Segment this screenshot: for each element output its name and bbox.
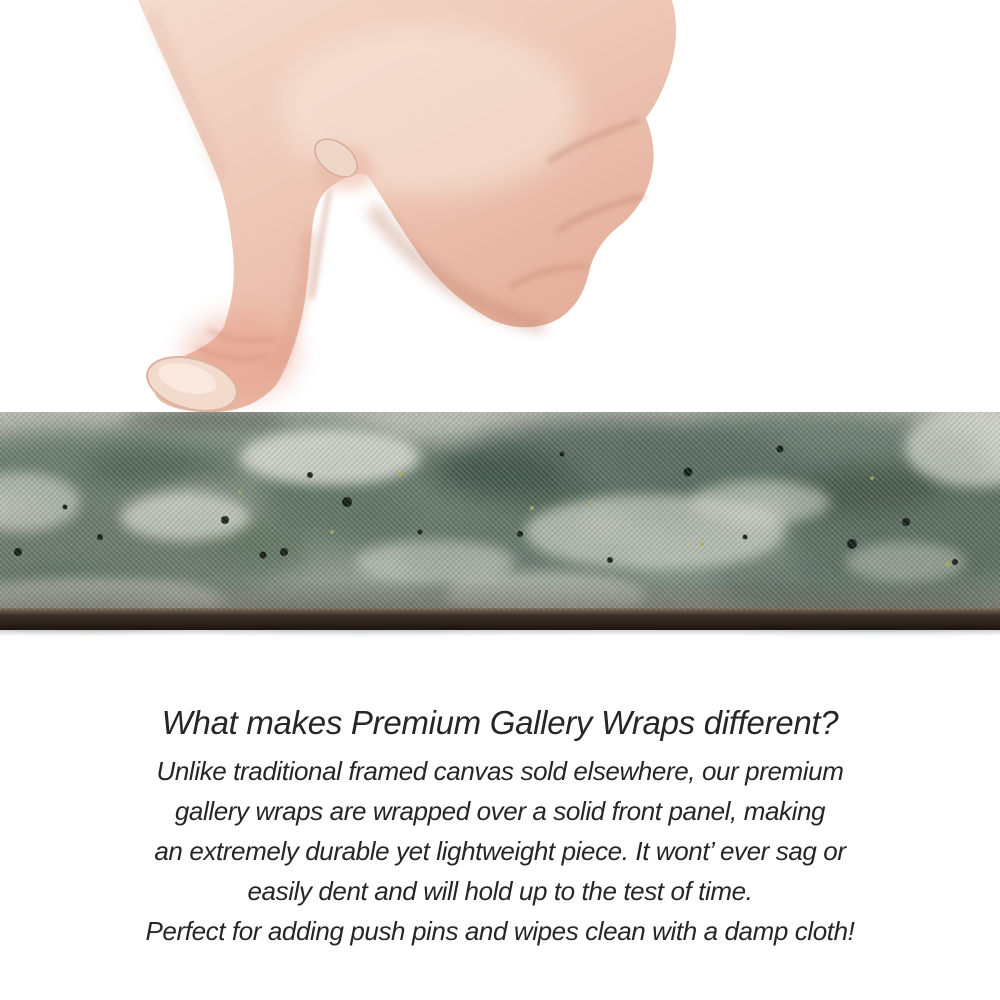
headline: What makes Premium Gallery Wraps different? (161, 704, 839, 741)
canvas-dark-edge (0, 608, 1000, 630)
body-line-1: Unlike traditional framed canvas sold elsewhere, our premium (156, 756, 844, 786)
body-line-4: easily dent and will hold up to the test of time. (247, 876, 753, 906)
canvas-strip (0, 412, 1000, 638)
body-line-2: gallery wraps are wrapped over a solid front panel, making (174, 796, 826, 826)
body-line-3: an extremely durable yet lightweight piece. It wont’ ever sag or (154, 836, 846, 866)
canvas-texture (0, 412, 1000, 626)
body-line-5: Perfect for adding push pins and wipes clean with a damp cloth! (145, 916, 855, 946)
marketing-copy (0, 701, 1000, 951)
hand-photo (0, 0, 1000, 432)
